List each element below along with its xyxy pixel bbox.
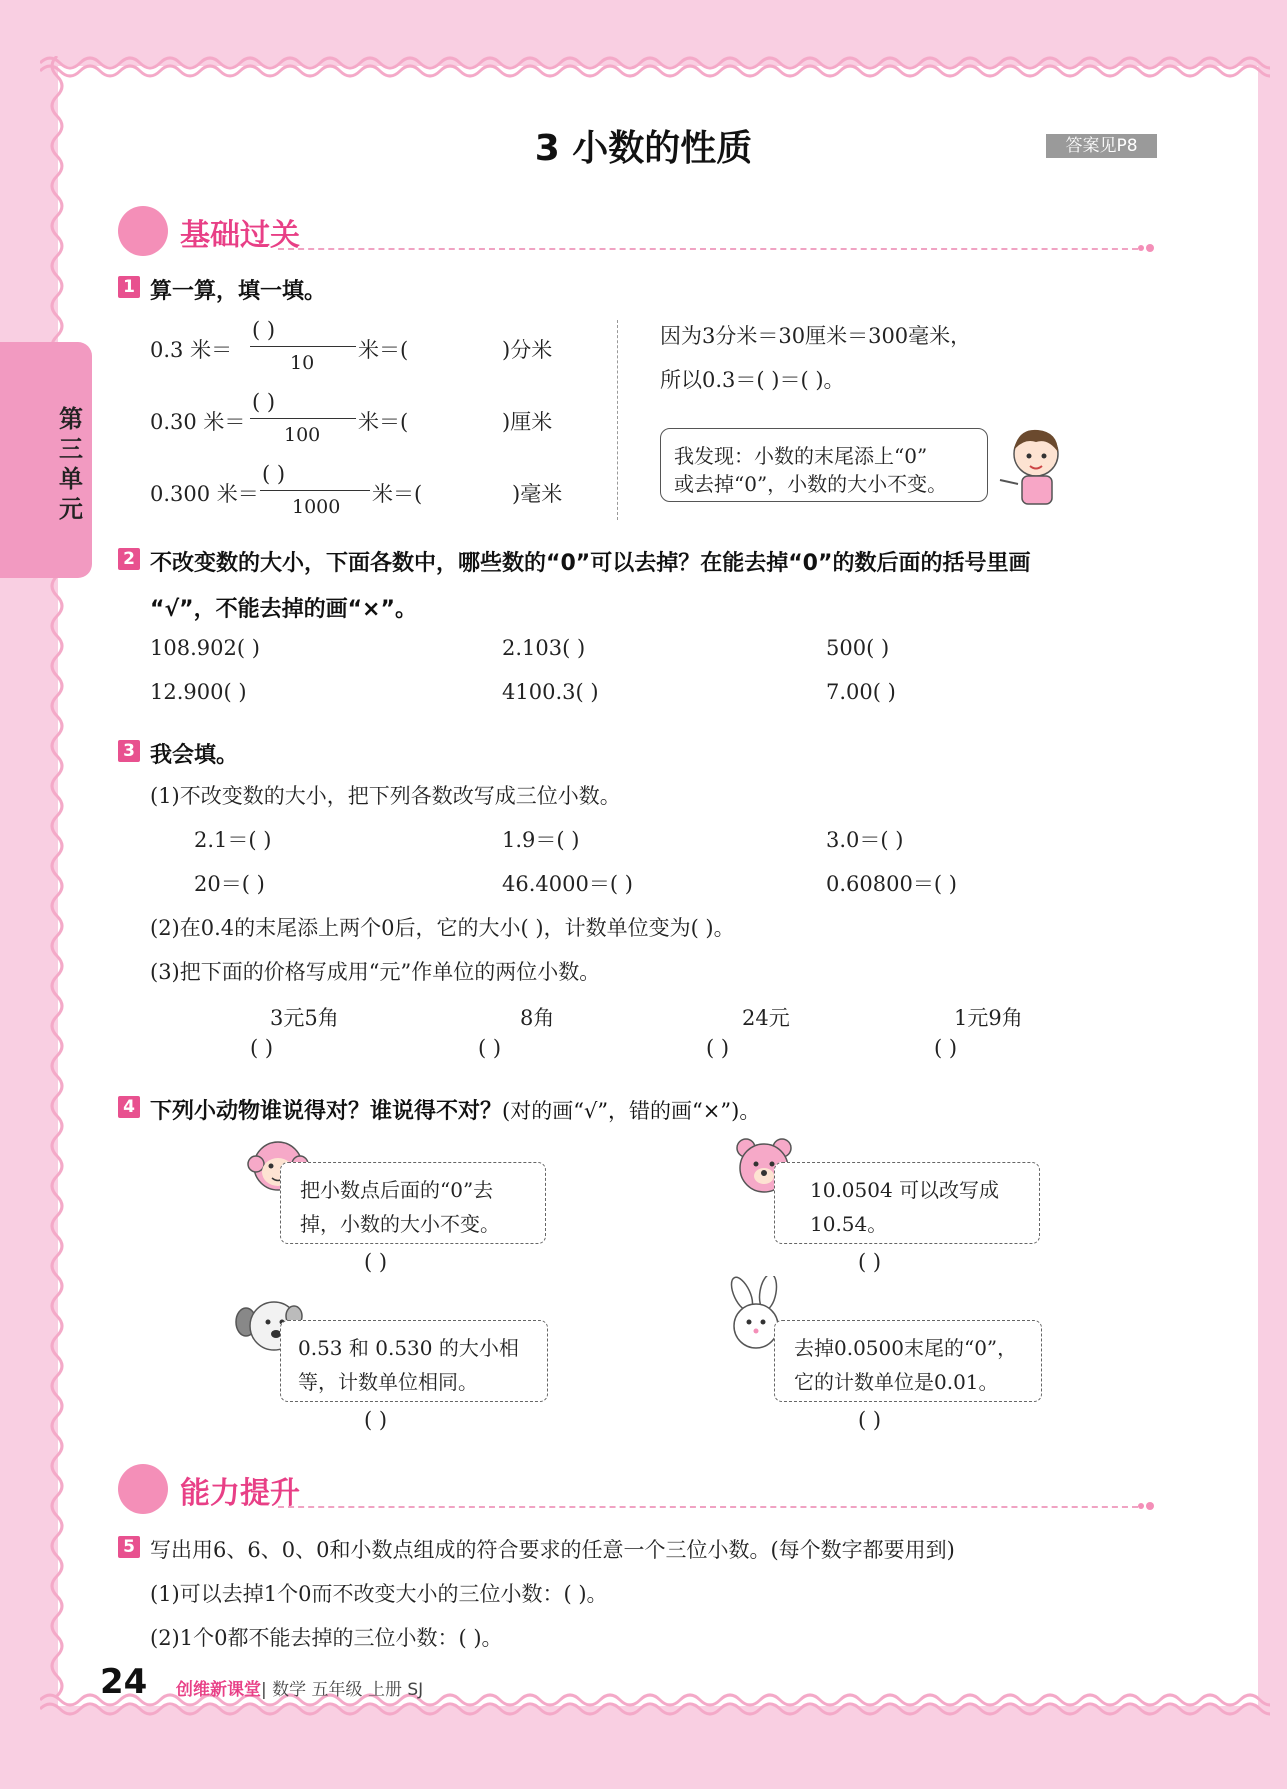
section-divider [278, 1506, 1138, 1508]
q3-price-blank[interactable]: ( ) [250, 1036, 274, 1060]
monkey-bubble-line1: 把小数点后面的“0”去 [300, 1178, 494, 1202]
section-title-basic: 基础过关 [180, 218, 300, 253]
q1-row3-lhs: 0.300 米＝ [150, 482, 259, 506]
q3-item[interactable]: 2.1＝( ) [194, 828, 272, 852]
q1-row3-mid: 米＝( [372, 482, 423, 506]
q2-item[interactable]: 500( ) [826, 636, 890, 660]
fraction-bar [260, 490, 370, 491]
q3-part2: (2)在0.4的末尾添上两个0后，它的大小( )，计数单位变为( )。 [150, 916, 735, 940]
section-divider [278, 248, 1138, 250]
q1-row2-mid: 米＝( [358, 410, 409, 434]
q3-price: 3元5角 [270, 1006, 339, 1030]
wave-border-left [44, 56, 70, 1706]
question-5-title: 写出用6、6、0、0和小数点组成的符合要求的任意一个三位小数。(每个数字都要用到) [150, 1538, 955, 1562]
q1-row1-end: )分米 [502, 338, 553, 362]
q4-answer-blank[interactable]: ( ) [858, 1250, 882, 1274]
column-divider [617, 320, 618, 520]
q4-answer-blank[interactable]: ( ) [858, 1408, 882, 1432]
q3-item[interactable]: 3.0＝( ) [826, 828, 904, 852]
q1-row1-numerator: ( ) [252, 318, 276, 342]
q3-item[interactable]: 0.60800＝( ) [826, 872, 957, 896]
discovery-line2: 或去掉“0”，小数的大小不变。 [674, 472, 948, 496]
q3-item[interactable]: 20＝( ) [194, 872, 265, 896]
question-1-title: 算一算，填一填。 [150, 279, 327, 304]
q3-item[interactable]: 1.9＝( ) [502, 828, 580, 852]
bear-bubble-line1: 10.0504 可以改写成 [810, 1178, 1000, 1202]
question-4-title-note: (对的画“√”，错的画“×”)。 [502, 1099, 761, 1123]
monkey-bubble-line2: 掉，小数的大小不变。 [300, 1212, 500, 1236]
q4-answer-blank[interactable]: ( ) [364, 1250, 388, 1274]
q2-item[interactable]: 4100.3( ) [502, 680, 599, 704]
unit-side-tab-label: 第三单元 [59, 405, 83, 523]
page-number: 24 [100, 1662, 148, 1702]
q1-row2-lhs: 0.30 米＝ [150, 410, 246, 434]
question-4-title [150, 1094, 760, 1125]
question-3-title: 我会填。 [150, 743, 239, 768]
section-title-advanced: 能力提升 [180, 1476, 300, 1511]
question-number-5: 5 [118, 1536, 140, 1558]
wave-border-top [40, 48, 1270, 78]
q5-part1[interactable]: (1)可以去掉1个0而不改变大小的三位小数：( )。 [150, 1582, 608, 1606]
q1-row1-denominator: 10 [290, 352, 315, 374]
page-title: 3 小数的性质 [534, 128, 753, 169]
girl-mascot-icon [118, 206, 168, 256]
dog-bubble-line1: 0.53 和 0.530 的大小相 [298, 1336, 519, 1360]
q1-right-line2: 所以0.3＝( )＝( )。 [660, 368, 845, 392]
footer-subject: | 数学 五年级 上册 SJ [261, 1680, 424, 1700]
q3-price-blank[interactable]: ( ) [706, 1036, 730, 1060]
q3-item[interactable]: 46.4000＝( ) [502, 872, 633, 896]
question-2-title-line1: 不改变数的大小，下面各数中，哪些数的“0”可以去掉？在能去掉“0”的数后面的括号里画 [150, 551, 1031, 576]
q1-row3-end: )毫米 [512, 482, 563, 506]
q1-row1-mid: 米＝( [358, 338, 409, 362]
q1-row3-denominator: 1000 [292, 496, 341, 518]
q1-row2-denominator: 100 [284, 424, 321, 446]
q3-price: 1元9角 [954, 1006, 1023, 1030]
q5-part2[interactable]: (2)1个0都不能去掉的三位小数：( )。 [150, 1626, 503, 1650]
q3-part1: (1)不改变数的大小，把下列各数改写成三位小数。 [150, 784, 621, 808]
question-2-title-line2: “√”，不能去掉的画“×”。 [150, 597, 417, 622]
boy-character-icon [996, 424, 1072, 508]
fraction-bar [250, 418, 356, 419]
q3-price: 24元 [742, 1006, 790, 1030]
q3-part3: (3)把下面的价格写成用“元”作单位的两位小数。 [150, 960, 601, 984]
bear-bubble-line2: 10.54。 [810, 1212, 888, 1236]
section-header-advanced [118, 1464, 1148, 1514]
q2-item[interactable]: 7.00( ) [826, 680, 896, 704]
rabbit-bubble-line1: 去掉0.0500末尾的“0”， [794, 1336, 1018, 1360]
dots-decoration-icon [1136, 240, 1166, 256]
answer-reference-badge: 答案见P8 [1046, 134, 1157, 158]
q1-row2-numerator: ( ) [252, 390, 276, 414]
question-number-3: 3 [118, 740, 140, 762]
rabbit-bubble-line2: 它的计数单位是0.01。 [794, 1370, 999, 1394]
question-number-2: 2 [118, 548, 140, 570]
question-4-title-main: 下列小动物谁说得对？谁说得不对？ [150, 1099, 503, 1124]
q2-item[interactable]: 2.103( ) [502, 636, 586, 660]
q4-answer-blank[interactable]: ( ) [364, 1408, 388, 1432]
fraction-bar [250, 346, 356, 347]
monkey-mascot-icon [118, 1464, 168, 1514]
section-header-basic [118, 206, 1148, 256]
q3-price-blank[interactable]: ( ) [478, 1036, 502, 1060]
discovery-line1: 我发现：小数的末尾添上“0” [674, 444, 928, 468]
dots-decoration-icon [1136, 1498, 1166, 1514]
q3-price: 8角 [520, 1006, 555, 1030]
q1-row1-lhs: 0.3 米＝ [150, 338, 233, 362]
q1-row3-numerator: ( ) [262, 462, 286, 486]
q1-right-line1: 因为3分米＝30厘米＝300毫米， [660, 324, 972, 348]
dog-bubble-line2: 等，计数单位相同。 [298, 1370, 478, 1394]
question-number-4: 4 [118, 1096, 140, 1118]
q3-price-blank[interactable]: ( ) [934, 1036, 958, 1060]
q1-row2-end: )厘米 [502, 410, 553, 434]
q2-item[interactable]: 108.902( ) [150, 636, 260, 660]
question-number-1: 1 [118, 276, 140, 298]
footer-info [176, 1675, 423, 1700]
q2-item[interactable]: 12.900( ) [150, 680, 247, 704]
footer-brand: 创维新课堂 [176, 1680, 261, 1700]
